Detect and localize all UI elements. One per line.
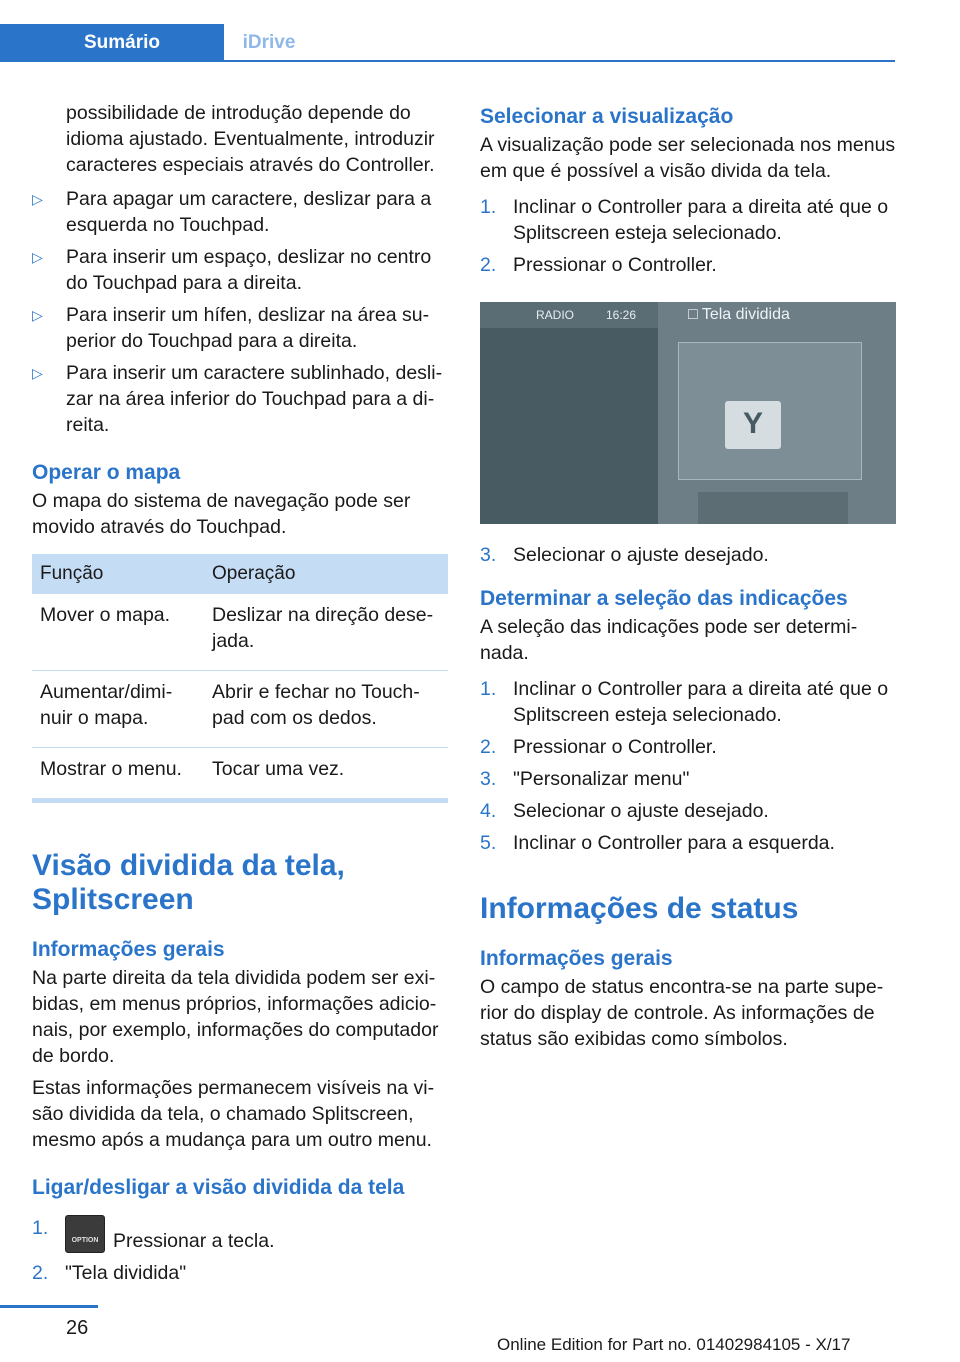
select-view-heading: Selecionar a visualização	[480, 105, 734, 128]
list-item	[480, 766, 896, 792]
bullet-text: Para apagar um caractere, deslizar para a esquerda no Touchpad.	[66, 188, 432, 236]
option-button-label: OPTION	[71, 1237, 99, 1244]
table-cell: Mover o mapa.	[32, 594, 204, 671]
tab-idrive[interactable]: iDrive	[242, 32, 296, 53]
right-column	[480, 100, 896, 1052]
list-item	[480, 542, 896, 568]
bullet-text: Para inserir um espaço, deslizar no centro do Touchpad para a direita.	[66, 246, 432, 294]
determine-steps	[480, 676, 896, 856]
status-heading: Informações de status	[480, 892, 799, 925]
option-button-icon	[65, 1215, 105, 1253]
list-item	[480, 252, 896, 278]
footer-rule	[0, 1305, 98, 1308]
table-cell: Aumentar/diminuir o mapa.	[32, 671, 204, 748]
triangle-bullet-icon: ▷	[32, 191, 43, 207]
toggle-split-heading: Ligar/desligar a visão dividida da tela	[32, 1176, 405, 1199]
list-item	[480, 734, 896, 760]
list-item	[480, 194, 896, 246]
step-text: "Tela dividida"	[65, 1262, 187, 1284]
step-number: 2.	[480, 736, 497, 758]
step-text: "Personalizar menu"	[513, 768, 690, 790]
step-number: 1.	[32, 1217, 49, 1239]
step-number: 3.	[480, 544, 497, 566]
page-number: 26	[66, 1317, 89, 1339]
select-steps	[480, 194, 896, 278]
step-text: Pressionar o Controller.	[513, 254, 717, 276]
step-text: Inclinar o Controller para a direita até que o Splitscreen esteja selecionado.	[513, 678, 889, 726]
table-row	[32, 748, 448, 799]
step-number: 4.	[480, 800, 497, 822]
triangle-bullet-icon: ▷	[32, 365, 43, 381]
step-text: Pressionar o Controller.	[513, 736, 717, 758]
table-cell: Tocar uma vez.	[212, 758, 345, 780]
table-cell: Deslizar na direção desejada.	[204, 594, 448, 671]
screen-selection-card	[678, 342, 862, 480]
step-text: Pressionar a tecla.	[113, 1230, 275, 1252]
list-item	[32, 244, 448, 296]
list-item	[32, 1260, 448, 1286]
table-header-function: Função	[32, 554, 204, 594]
list-item	[32, 302, 448, 354]
bullet-list	[32, 186, 448, 438]
list-item	[480, 676, 896, 728]
step-number: 2.	[480, 254, 497, 276]
determine-heading: Determinar a seleção das indicações	[480, 587, 848, 610]
map-text: O mapa do sistema de navegação pode ser movido através do Touchpad.	[32, 490, 411, 538]
step-number: 5.	[480, 832, 497, 854]
general-paragraph-2: Estas informações permanecem visíveis na visão dividida da tela, o chamado Splitscreen, mesmo após a mudança para um outro menu.	[32, 1077, 435, 1151]
list-item	[32, 1215, 448, 1254]
step-text: Selecionar o ajuste desejado.	[513, 544, 769, 566]
screen-right-pane	[658, 302, 896, 524]
select-view-text: A visualização pode ser selecionada nos menus em que é possível a visão divida da tela.	[480, 134, 896, 182]
list-item	[32, 186, 448, 238]
step-text: Inclinar o Controller para a direita até que o Splitscreen esteja selecionado.	[513, 196, 889, 244]
table-bottom-rule	[32, 798, 448, 803]
header-tabs	[0, 24, 895, 62]
bullet-text: Para inserir um hífen, deslizar na área superior do Touchpad para a direita.	[66, 304, 430, 352]
step-number: 3.	[480, 768, 497, 790]
step-number: 2.	[32, 1262, 49, 1284]
intro-continuation: possibilidade de introdução depende do idioma ajustado. Eventualmente, introduzir caracteres especiais através do Controller.	[66, 102, 435, 176]
general-info-heading: Informações gerais	[32, 938, 225, 961]
screen-radio-label: RADIO	[536, 308, 575, 322]
navigation-arrow-icon: Y	[725, 401, 781, 449]
screen-header	[480, 302, 658, 328]
step-text: Inclinar o Controller para a esquerda.	[513, 832, 835, 854]
screen-map-preview	[698, 492, 848, 524]
triangle-bullet-icon: ▷	[32, 307, 43, 323]
edition-note: Online Edition for Part no. 01402984105 - X/17	[497, 1335, 851, 1354]
table-header-operation: Operação	[204, 554, 448, 594]
general-paragraph-1: Na parte direita da tela dividida podem ser exibidas, em menus próprios, informações adicionais, por exemplo, informações do computador de bordo.	[32, 967, 439, 1067]
step-number: 1.	[480, 196, 497, 218]
table-row	[32, 594, 448, 671]
status-text: O campo de status encontra-se na parte superior do display de controle. As informações de status são exibidas como símbolos.	[480, 976, 884, 1050]
map-heading: Operar o mapa	[32, 461, 181, 484]
list-item	[480, 830, 896, 856]
splitscreen-screenshot	[480, 302, 896, 524]
tab-summary[interactable]: Sumário	[0, 24, 224, 62]
header-rule	[0, 60, 895, 62]
list-item	[32, 360, 448, 438]
list-item	[480, 798, 896, 824]
toggle-steps	[32, 1215, 448, 1286]
table-cell: Mostrar o menu.	[40, 758, 182, 780]
table-row	[32, 671, 448, 748]
screen-time: 16:26	[606, 308, 637, 322]
triangle-bullet-icon: ▷	[32, 249, 43, 265]
splitscreen-heading: Visão dividida da tela, Splitscreen	[32, 849, 345, 916]
status-general-heading: Informações gerais	[480, 947, 673, 970]
screen-left-pane	[480, 302, 658, 524]
step-number: 1.	[480, 678, 497, 700]
select-steps-continued	[480, 542, 896, 568]
left-column	[32, 100, 448, 1292]
screen-split-title: □ Tela dividida	[688, 306, 790, 323]
determine-text: A seleção das indicações pode ser determinada.	[480, 616, 858, 664]
step-text: Selecionar o ajuste desejado.	[513, 800, 769, 822]
bullet-text: Para inserir um caractere sublinhado, deslizar na área inferior do Touchpad para a direita.	[66, 362, 443, 436]
table-cell: Abrir e fechar no Touchpad com os dedos.	[204, 671, 448, 748]
operations-table	[32, 554, 448, 798]
